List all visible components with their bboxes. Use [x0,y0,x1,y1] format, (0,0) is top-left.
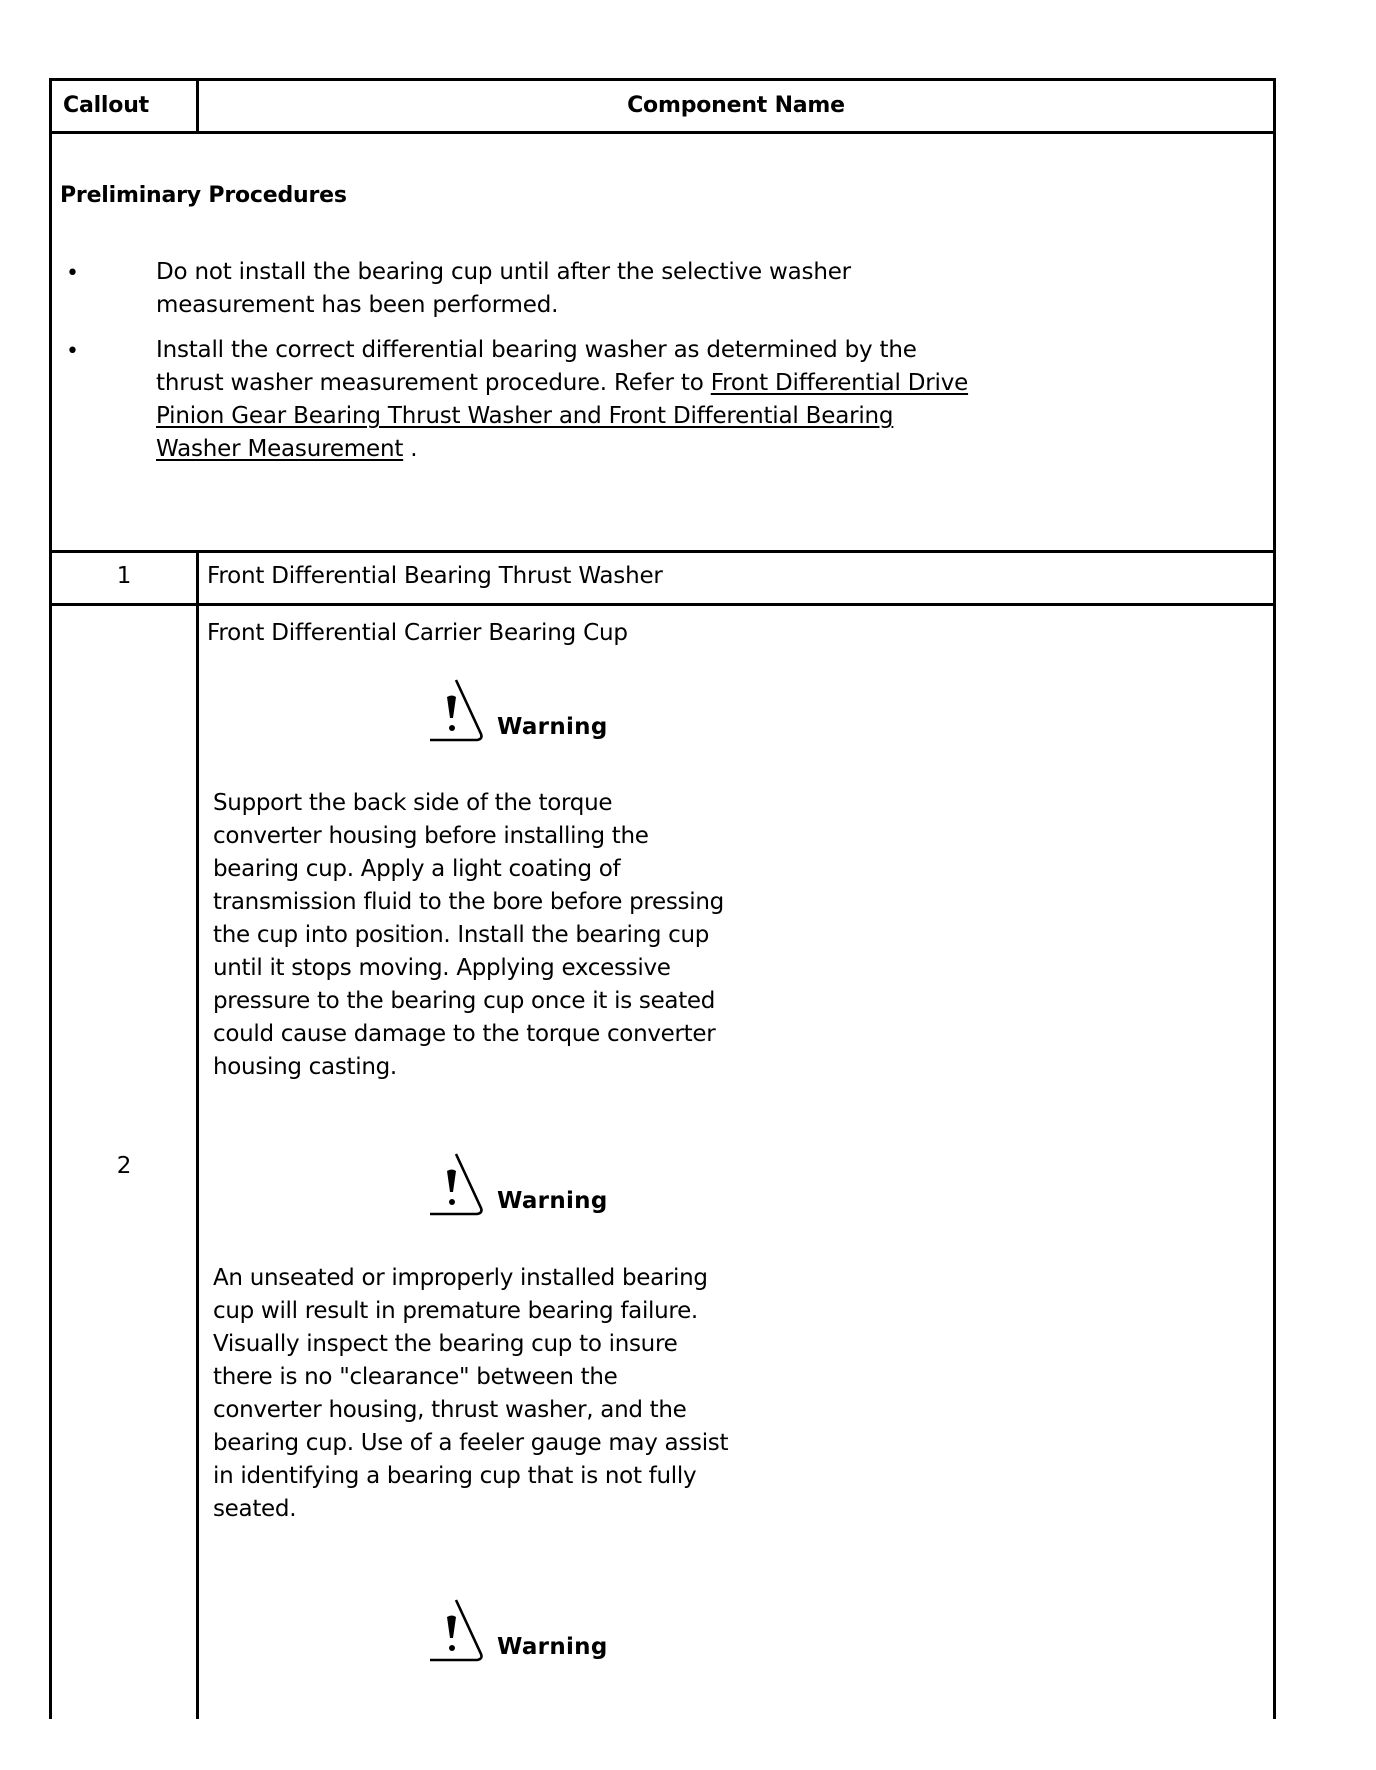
warning-2-line: seated. [213,1496,297,1522]
header-component-name: Component Name [627,93,845,118]
warning-label: Warning [497,714,608,740]
header-bottom-border [49,131,1276,134]
front-differential-washer-measurement-link-end[interactable]: Washer Measurement [156,436,404,462]
row-2-top-border [49,603,1276,606]
warning-2-line: converter housing, thrust washer, and the [213,1397,687,1423]
warning-notice-3 [428,1598,638,1662]
warning-2-text [213,1262,728,1526]
warning-label: Warning [497,1188,608,1214]
row-1-callout: 1 [116,563,132,589]
header-callout: Callout [63,93,149,118]
table-top-border [49,78,1276,81]
warning-1-line: Support the back side of the torque [213,790,613,816]
warning-1-line: pressure to the bearing cup once it is seated [213,988,716,1014]
warning-2-line: bearing cup. Use of a feeler gauge may assist [213,1430,729,1456]
warning-1-line: housing casting. [213,1054,397,1080]
warning-2-line: in identifying a bearing cup that is not fully [213,1463,697,1489]
bullet-icon: • [66,339,79,364]
row-2-component: Front Differential Carrier Bearing Cup [207,620,628,646]
row-1-component: Front Differential Bearing Thrust Washer [207,563,663,589]
warning-1-line: bearing cup. Apply a light coating of [213,856,621,882]
bullet-2-line-2 [156,367,968,400]
table-right-border [1273,78,1276,1719]
warning-notice-1 [428,678,638,742]
warning-2-line: Visually inspect the bearing cup to insure [213,1331,678,1357]
front-differential-washer-measurement-link-cont[interactable]: Pinion Gear Bearing Thrust Washer and Front Differential Bearing [156,403,894,429]
warning-2-line: there is no "clearance" between the [213,1364,618,1390]
bullet-2-line-4 [156,433,417,466]
warning-label: Warning [497,1634,608,1660]
table-left-border [49,78,52,1719]
preliminary-procedures-title: Preliminary Procedures [60,183,347,208]
warning-icon [428,1598,490,1664]
warning-icon [428,1152,490,1218]
bullet-2-line-1: Install the correct differential bearing washer as determined by the [156,337,917,363]
warning-1-line: converter housing before installing the [213,823,649,849]
warning-icon [428,678,490,744]
warning-1-line: until it stops moving. Applying excessive [213,955,671,981]
warning-2-line: An unseated or improperly installed bearing [213,1265,708,1291]
warning-1-line: transmission fluid to the bore before pressing [213,889,724,915]
warning-notice-2 [428,1152,638,1216]
front-differential-washer-measurement-link[interactable]: Front Differential Drive [710,370,969,396]
bullet-2-suffix: . [403,436,418,462]
warning-1-line: could cause damage to the torque converter [213,1021,716,1047]
warning-1-text [213,787,724,1084]
warning-1-line: the cup into position. Install the bearing cup [213,922,710,948]
bullet-icon: • [66,261,79,286]
bullet-2-line-2-text: thrust washer measurement procedure. Refer to [156,370,711,396]
body-column-divider [196,550,199,1719]
row-2-callout: 2 [116,1153,132,1179]
bullet-1-line-1: Do not install the bearing cup until after the selective washer [156,259,851,285]
warning-2-line: cup will result in premature bearing failure. [213,1298,698,1324]
bullet-2-line-3 [156,400,893,433]
row-1-top-border [49,550,1276,553]
bullet-1-line-2: measurement has been performed. [156,292,559,318]
